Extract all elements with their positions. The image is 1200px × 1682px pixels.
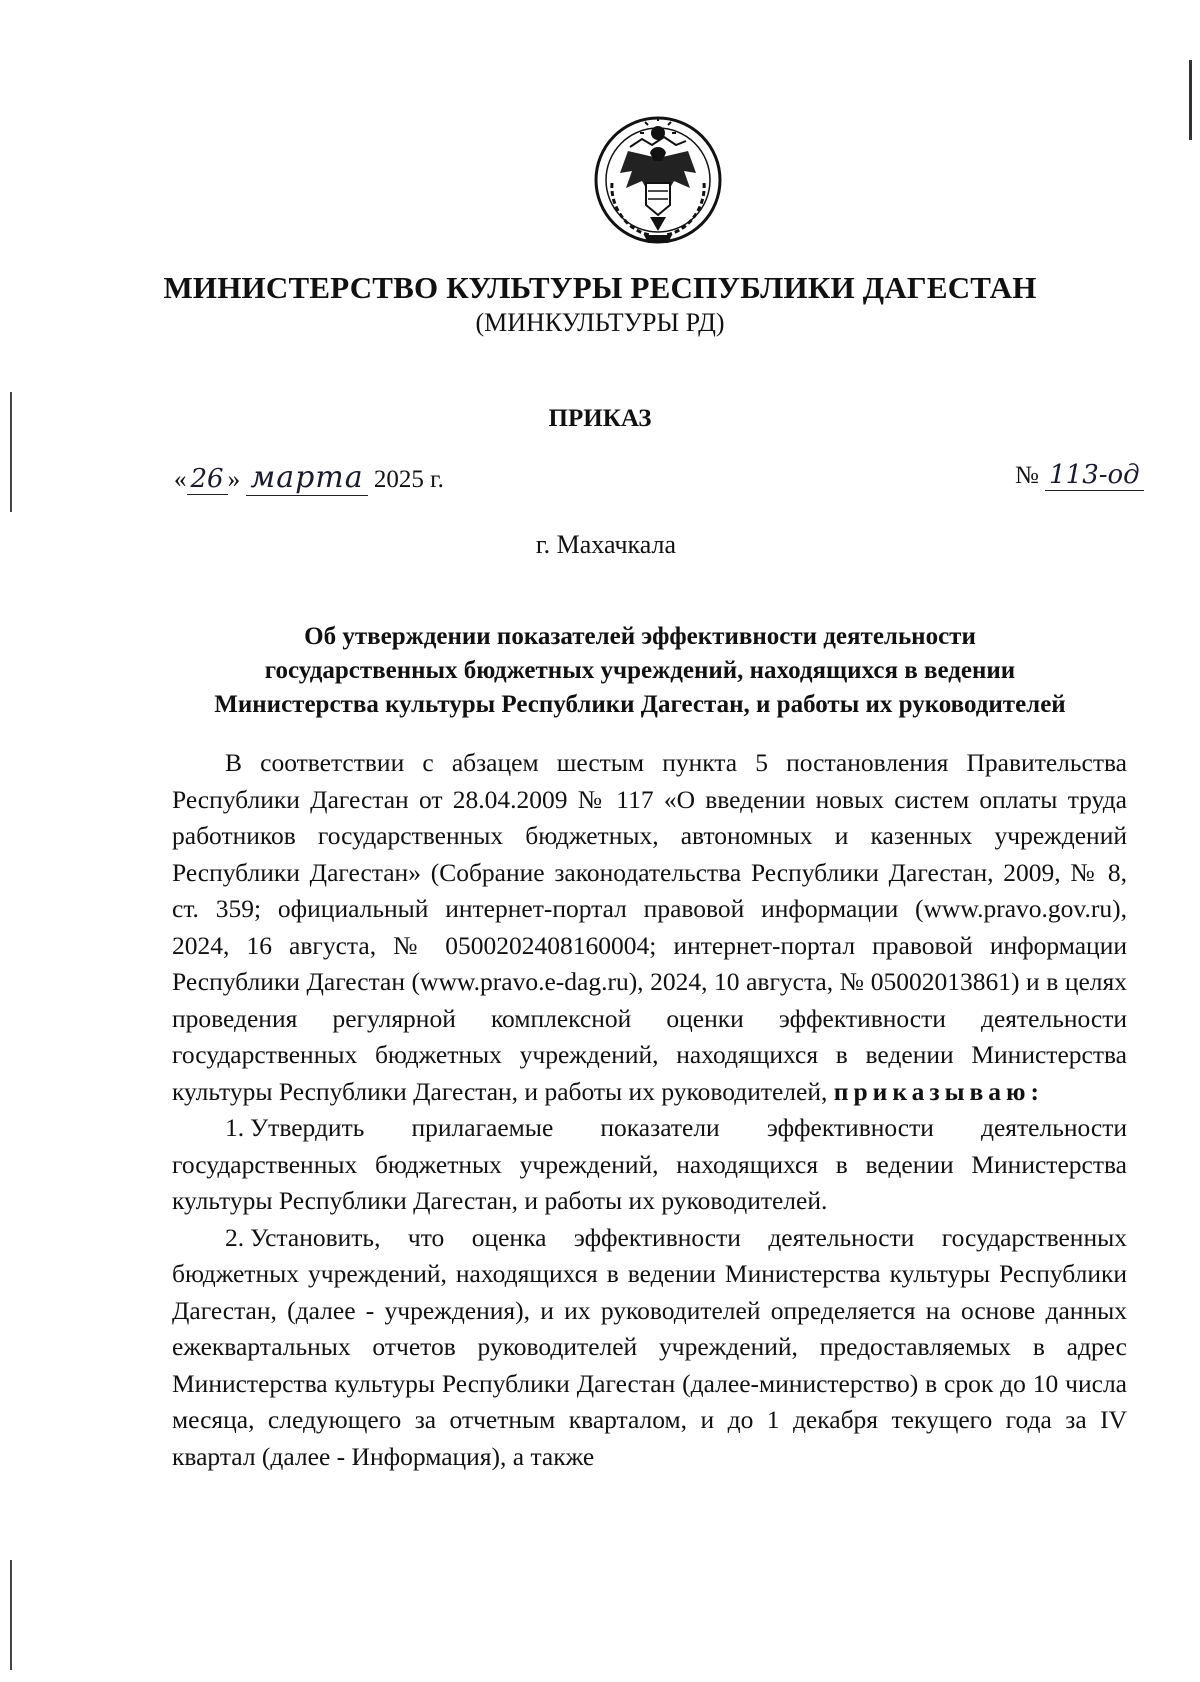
order-subject bbox=[160, 620, 1120, 722]
date-day-handwritten: 26 bbox=[187, 464, 228, 495]
item-text: Установить, что оценка эффективности деятельности государственных бюджетных учреждений, находящихся в ведении Министерства культуры Республики Дагестан, (далее - учреждения), и их руководителей определяется на основе данных ежеквартальных отчетов руководителей учреждений, предоставляемых в адрес Министерства культуры Республики Дагестан (далее-министерство) в срок до 10 числа месяца, следующего за отчетным кварталом, и до 1 декабря текущего года за IV квартал (далее - Информация), а также bbox=[172, 1222, 1127, 1471]
command-word: приказываю: bbox=[833, 1076, 1045, 1106]
date-year: 2025 г. bbox=[373, 466, 444, 493]
subject-line: Министерства культуры Республики Дагестан, и работы их руководителей bbox=[214, 691, 1066, 718]
order-item-1 bbox=[172, 1110, 1127, 1220]
order-date bbox=[174, 460, 444, 495]
scan-edge-mark bbox=[10, 1560, 12, 1670]
order-body bbox=[172, 745, 1127, 1475]
subject-line: государственных бюджетных учреждений, находящихся в ведении bbox=[264, 657, 1016, 684]
ministry-name: МИНИСТЕРСТВО КУЛЬТУРЫ РЕСПУБЛИКИ ДАГЕСТАН bbox=[163, 270, 1037, 305]
order-item-2 bbox=[172, 1220, 1127, 1476]
preamble-text: В соответствии с абзацем шестым пункта 5 постановления Правительства Республики Дагестан от 28.04.2009 № 117 «О введении новых систем оплаты труда работников государственных бюджетных, автономных и казенных учреждений Республики Дагестан» (Собрание законодательства Республики Дагестан, 2009, № 8, ст. 359; официальный интернет-портал правовой информации (www.pravo.gov.ru), 2024, 16 августа, № 0500202408160004; интернет-портал правовой информации Республики Дагестан (www.pravo.e-dag.ru), 2024, 10 августа, № 05002013861) и в целях проведения регулярной комплексной оценки эффективности деятельности государственных бюджетных учреждений, находящихся в ведении Министерства культуры Республики Дагестан, и работы их руководителей, bbox=[172, 748, 1127, 1106]
subject-line: Об утверждении показателей эффективности деятельности bbox=[304, 623, 976, 650]
item-number: 1. bbox=[225, 1113, 245, 1142]
scan-edge-mark bbox=[1189, 60, 1192, 140]
number-prefix: № bbox=[1015, 462, 1039, 489]
item-text: Утвердить прилагаемые показатели эффективности деятельности государственных бюджетных учреждений, находящихся в ведении Министерства культуры Республики Дагестан, и работы их руководителей. bbox=[172, 1113, 1127, 1215]
date-month-handwritten: марта bbox=[246, 460, 367, 496]
number-handwritten: 113-од bbox=[1045, 460, 1144, 491]
date-close-quote: » bbox=[227, 466, 241, 493]
item-number: 2. bbox=[225, 1222, 245, 1252]
ministry-short-name: (МИНКУЛЬТУРЫ РД) bbox=[475, 308, 725, 337]
preamble-paragraph bbox=[172, 745, 1127, 1110]
date-open-quote: « bbox=[174, 466, 187, 493]
city: г. Махачкала bbox=[535, 530, 677, 559]
order-number bbox=[1015, 460, 1144, 490]
document-type: ПРИКАЗ bbox=[548, 405, 652, 432]
dagestan-coat-of-arms-icon bbox=[590, 113, 726, 248]
